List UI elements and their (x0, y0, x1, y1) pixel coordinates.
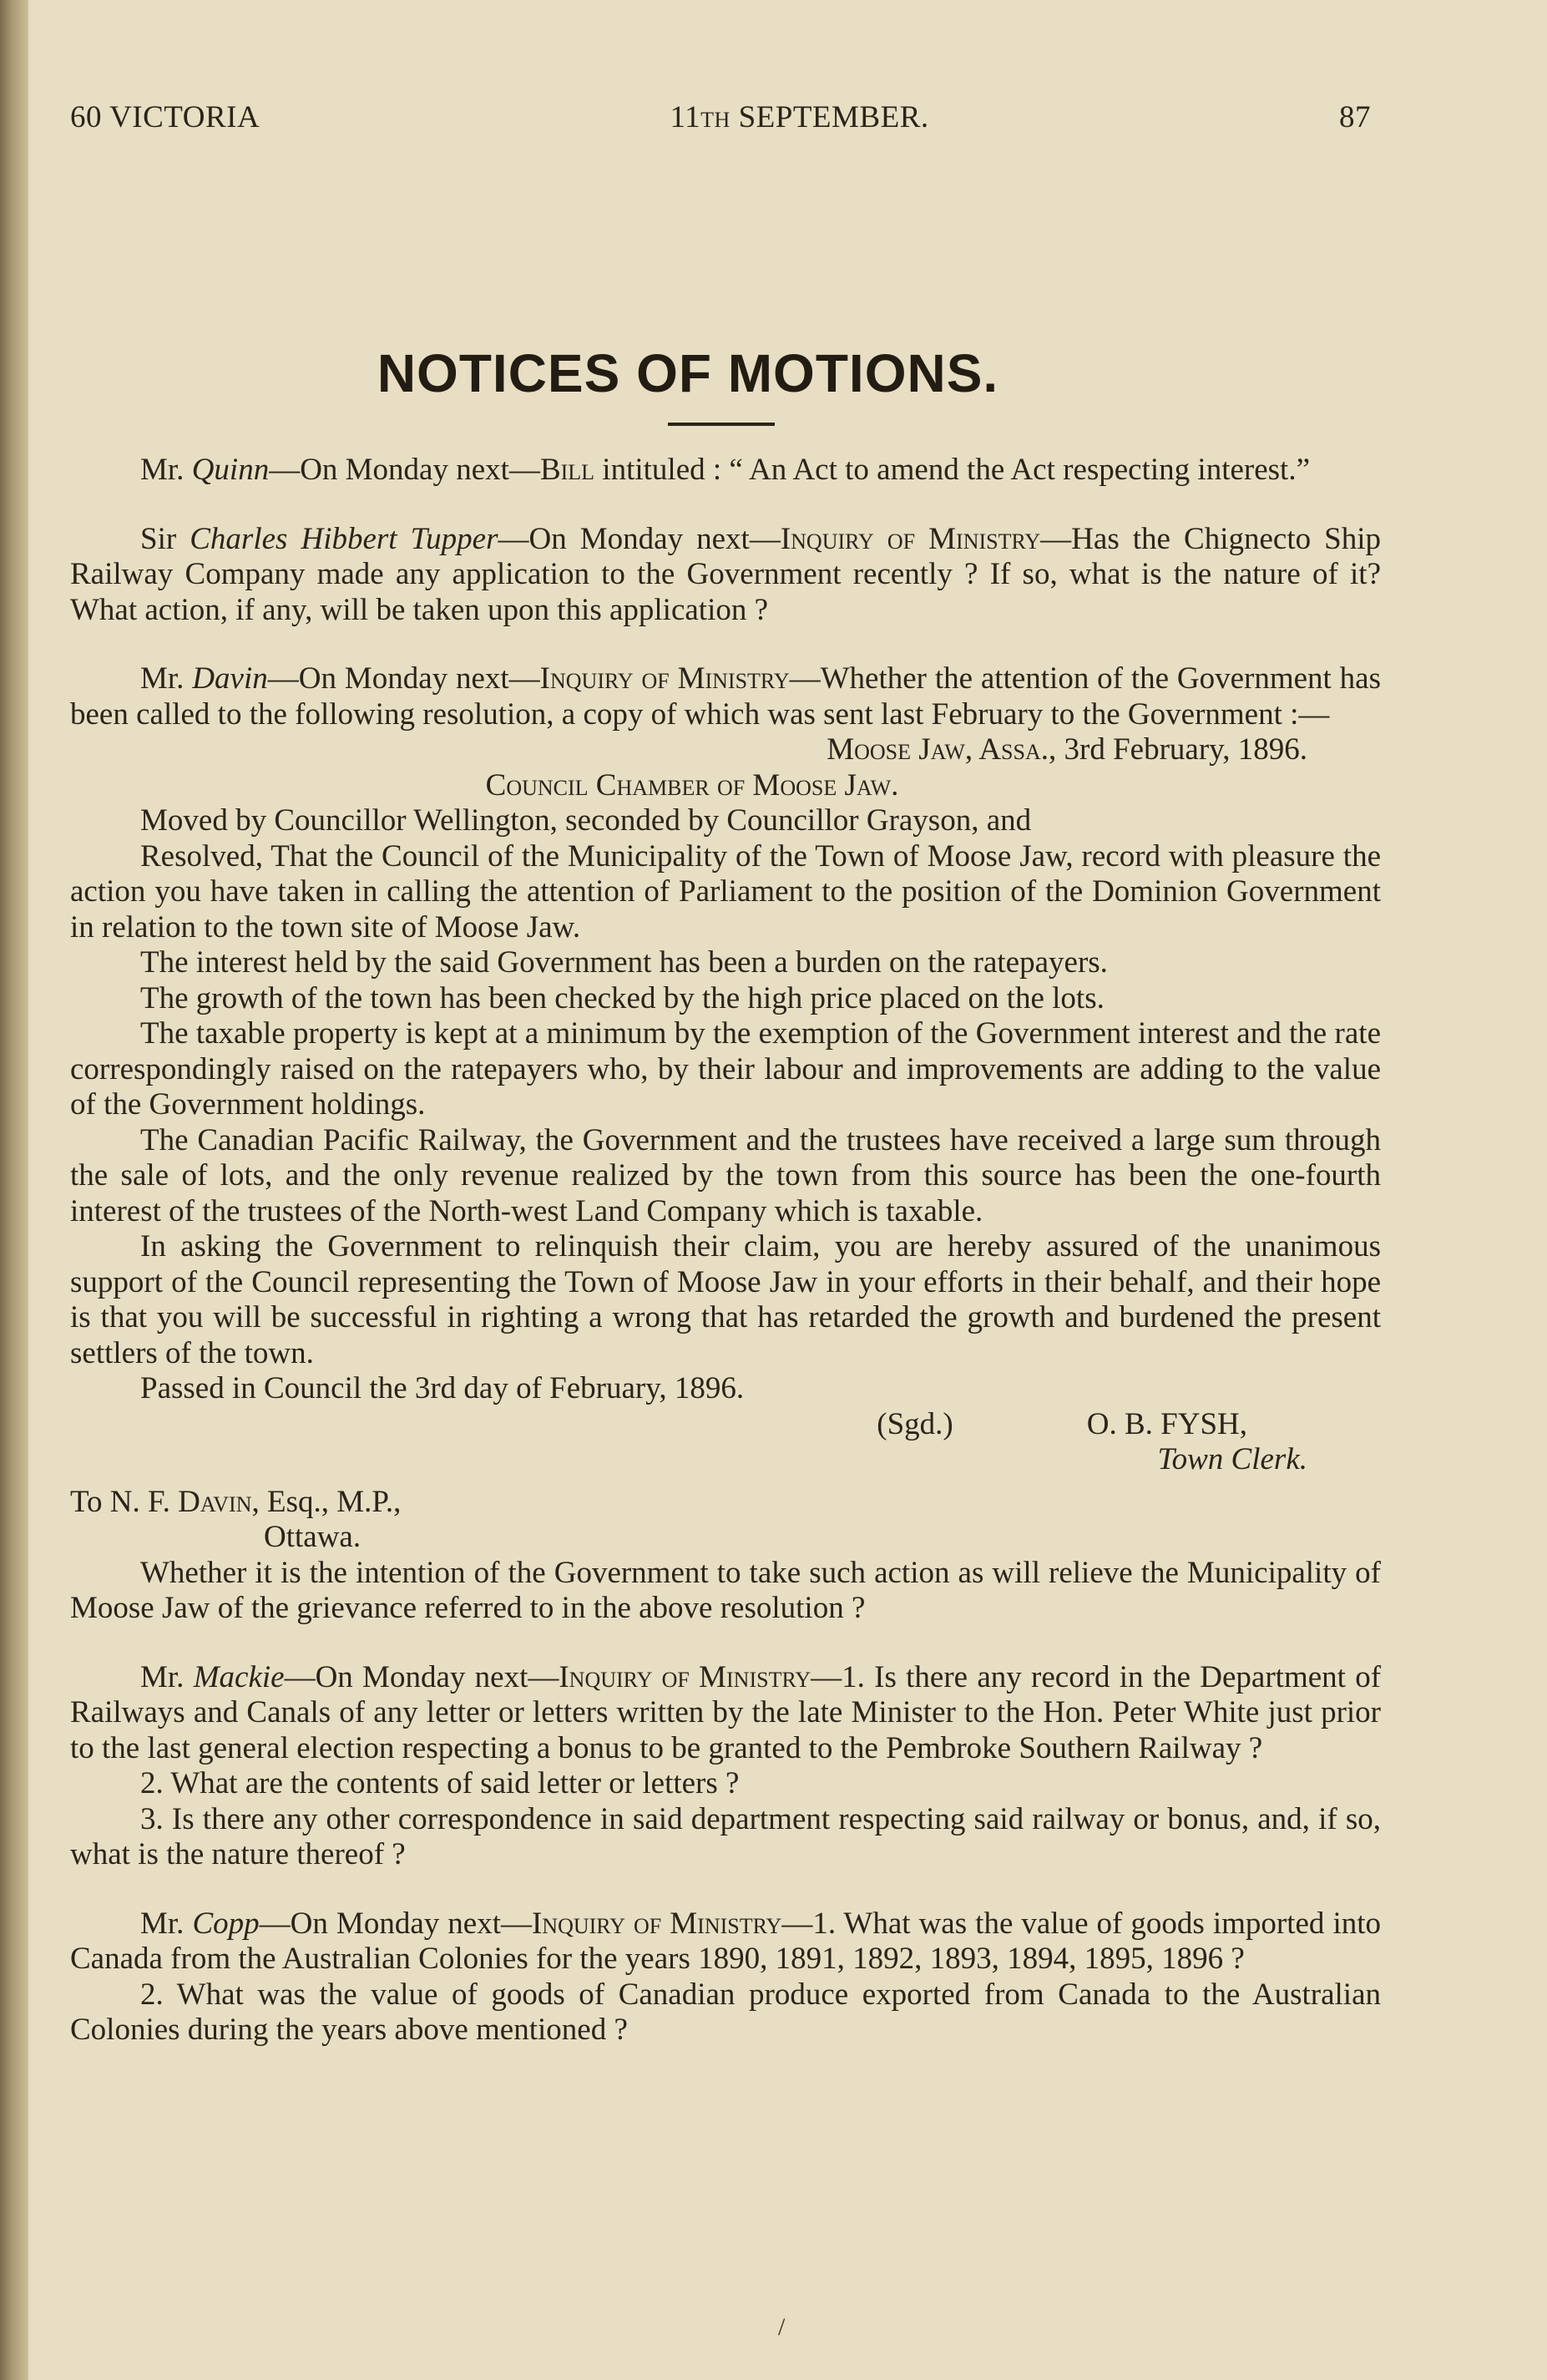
resolution-paragraph: Resolved, That the Council of the Municipality of the Town of Moose Jaw, record with pleasure the action you have taken in calling the attention of Parliament to the position of the Dominion Government in relation to the town site of Moose Jaw. (70, 838, 1381, 944)
mackie-question-3: 3. Is there any other correspondence in said department respecting said railway or bonus, and, if so, what is the nature thereof ? (70, 1801, 1381, 1871)
member-name: Davin (192, 661, 268, 696)
signature-line (70, 1407, 1381, 1443)
resolution-dateline: Moose Jaw, Assa., 3rd February, 1896. (827, 732, 1307, 767)
motion-davin: Mr. Davin—On Monday next—Inquiry of Ministry—Whether the attention of the Government has been called to the following resolution, a copy of which was sent last February to the Government :— (70, 661, 1382, 732)
resolution-paragraph: Passed in Council the 3rd day of February, 1896. (140, 1371, 745, 1405)
resolution-paragraph: In asking the Government to relinquish their claim, you are hereby assured of the unanimous support of the Council representing the Town of Moose Jaw in your efforts in their behalf, and their hope is that you will be successful in righting a wrong that has retarded the growth and burdened the present settlers of the town. (70, 1229, 1381, 1370)
motion-copp: Mr. Copp—On Monday next—Inquiry of Ministry—1. What was the value of goods imported into Canada from the Australian Colonies for the years 1890, 1891, 1892, 1893, 1894, 1895, 1896 ? (70, 1906, 1382, 1976)
footer-mark: / (778, 2313, 786, 2341)
signed-mark: (Sgd.) (877, 1406, 953, 1441)
resolution-paragraph: Moved by Councillor Wellington, seconded by Councillor Grayson, and (140, 803, 1032, 838)
header-date: 11TH SEPTEMBER. (670, 100, 929, 134)
session-label: 60 VICTORIA (70, 100, 260, 134)
motion-tupper: Sir Charles Hibbert Tupper—On Monday next—Inquiry of Ministry—Has the Chignecto Ship Railway Company made any application to the Government recently ? If so, what is the nature of it? What action, if any, will be taken upon this application ? (70, 521, 1382, 627)
mackie-question-2: 2. What are the contents of said letter or letters ? (140, 1766, 740, 1800)
motion-mackie: Mr. Mackie—On Monday next—Inquiry of Ministry—1. Is there any record in the Department of Railways and Canals of any letter or letters written by the late Minister to the Hon. Peter White just prior to the last general election respecting a bonus to be granted to the Pembroke Southern Railway ? (70, 1659, 1382, 1765)
member-name: Copp (192, 1906, 260, 1941)
resolution-paragraph: The interest held by the said Government has been a burden on the ratepayers. (140, 945, 1108, 980)
copp-question-2: 2. What was the value of goods of Canadian produce exported from Canada to the Australian Colonies during the years above mentioned ? (70, 1977, 1381, 2047)
resolution-paragraph: The taxable property is kept at a minimum by the exemption of the Government interest and the rate correspondingly raised on the ratepayers who, by their labour and improvements are adding to the value of the Government holdings. (70, 1016, 1381, 1122)
page-title: NOTICES OF MOTIONS. (377, 342, 999, 403)
member-name: Charles Hibbert Tupper (190, 521, 498, 556)
running-header (70, 100, 1381, 139)
title-rule (668, 423, 775, 426)
davin-closing-question: Whether it is the intention of the Government to take such action as will relieve the Municipality of Moose Jaw of the grievance referred to in the above resolution ? (70, 1555, 1381, 1625)
motion-quinn: Mr. Quinn—On Monday next—Bill intituled : “ An Act to amend the Act respecting interest.” (140, 453, 1310, 487)
member-name: Mackie (193, 1659, 285, 1694)
signatory-name: O. B. FYSH, (1086, 1406, 1247, 1441)
addressee-line: To N. F. Davin, Esq., M.P., (70, 1484, 402, 1519)
addressee-city: Ottawa. (264, 1520, 361, 1554)
document-page (70, 100, 1381, 2048)
signatory-title: Town Clerk. (1157, 1442, 1307, 1476)
page-number: 87 (1338, 100, 1371, 134)
member-name: Quinn (191, 453, 270, 487)
resolution-paragraph: The Canadian Pacific Railway, the Government and the trustees have received a large sum through the sale of lots, and the only revenue realized by the town from this source has been the one-fourth interest of the trustees of the North-west Land Company which is taxable. (70, 1122, 1381, 1228)
resolution-paragraph: The growth of the town has been checked by the high price placed on the lots. (140, 980, 1105, 1015)
resolution-chamber: Council Chamber of Moose Jaw. (485, 767, 899, 803)
